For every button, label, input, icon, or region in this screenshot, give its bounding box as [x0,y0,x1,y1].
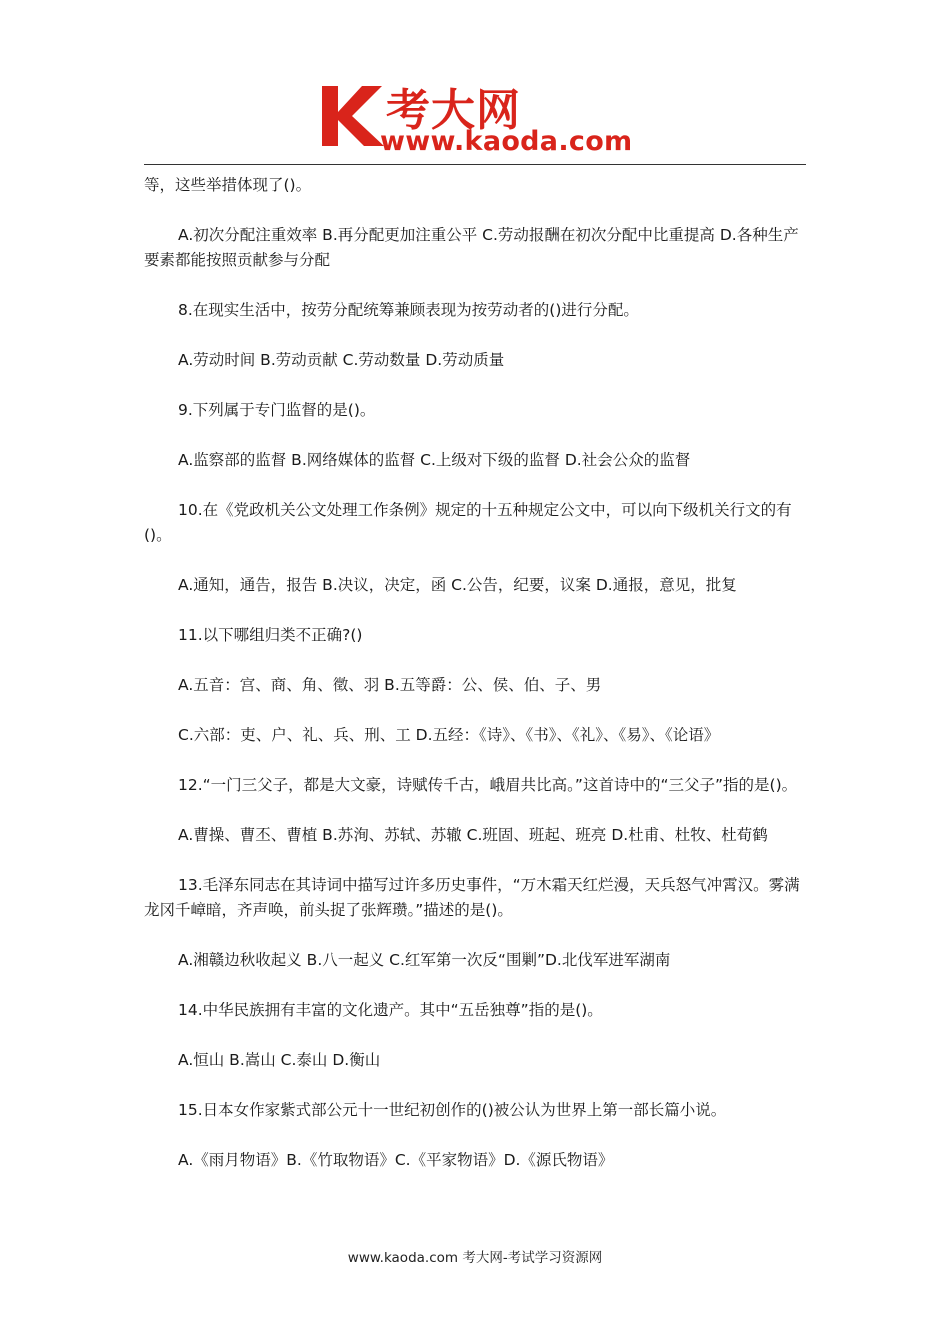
paragraph: A.五音：宫、商、角、徵、羽 B.五等爵：公、侯、伯、子、男 [178,676,602,694]
paragraph: A.《雨月物语》B.《竹取物语》C.《平家物语》D.《源氏物语》 [178,1151,614,1169]
paragraph: A.监察部的监督 B.网络媒体的监督 C.上级对下级的监督 D.社会公众的监督 [178,451,691,469]
paragraph: 10.在《党政机关公文处理工作条例》规定的十五种规定公文中，可以向下级机关行文的有()。 [144,501,792,544]
paragraph: 8.在现实生活中，按劳分配统筹兼顾表现为按劳动者的()进行分配。 [178,301,639,319]
document-body [144,173,808,1198]
paragraph: 等，这些举措体现了()。 [144,176,312,194]
paragraph: A.湘赣边秋收起义 B.八一起义 C.红军第一次反“围剿”D.北伐军进军湖南 [178,951,671,969]
logo-title: 考大网 [386,85,521,136]
logo-k-mark [318,82,386,150]
paragraph: 15.日本女作家紫式部公元十一世纪初创作的()被公认为世界上第一部长篇小说。 [178,1101,727,1119]
page-header [0,70,950,160]
paragraph: 14.中华民族拥有丰富的文化遗产。其中“五岳独尊”指的是()。 [178,1001,603,1019]
paragraph: A.初次分配注重效率 B.再分配更加注重公平 C.劳动报酬在初次分配中比重提高 D.各种生产要素都能按照贡献参与分配 [144,226,799,269]
paragraph: A.劳动时间 B.劳动贡献 C.劳动数量 D.劳动质量 [178,351,505,369]
page-footer: www.kaoda.com 考大网-考试学习资源网 [347,1250,603,1266]
paragraph: 9.下列属于专门监督的是()。 [178,401,376,419]
paragraph: A.曹操、曹丕、曹植 B.苏洵、苏轼、苏辙 C.班固、班起、班亮 D.杜甫、杜牧、杜荀鹤 [178,826,768,844]
paragraph: A.恒山 B.嵩山 C.泰山 D.衡山 [178,1051,381,1069]
paragraph: 11.以下哪组归类不正确?() [178,626,363,644]
paragraph: 13.毛泽东同志在其诗词中描写过许多历史事件，“万木霜天红烂漫，天兵怒气冲霄汉。雾满龙冈千嶂暗，齐声唤，前头捉了张辉瓒。”描述的是()。 [144,876,800,919]
logo-url: www.kaoda.com [380,126,633,157]
paragraph: 12.“一门三父子，都是大文豪，诗赋传千古，峨眉共比高。”这首诗中的“三父子”指的是()。 [178,776,798,794]
paragraph: C.六部：吏、户、礼、兵、刑、工 D.五经：《诗》、《书》、《礼》、《易》、《论语》 [178,726,720,744]
header-divider [144,164,806,165]
paragraph: A.通知，通告，报告 B.决议，决定，函 C.公告，纪要，议案 D.通报，意见，批复 [178,576,737,594]
site-logo[interactable] [318,70,638,160]
